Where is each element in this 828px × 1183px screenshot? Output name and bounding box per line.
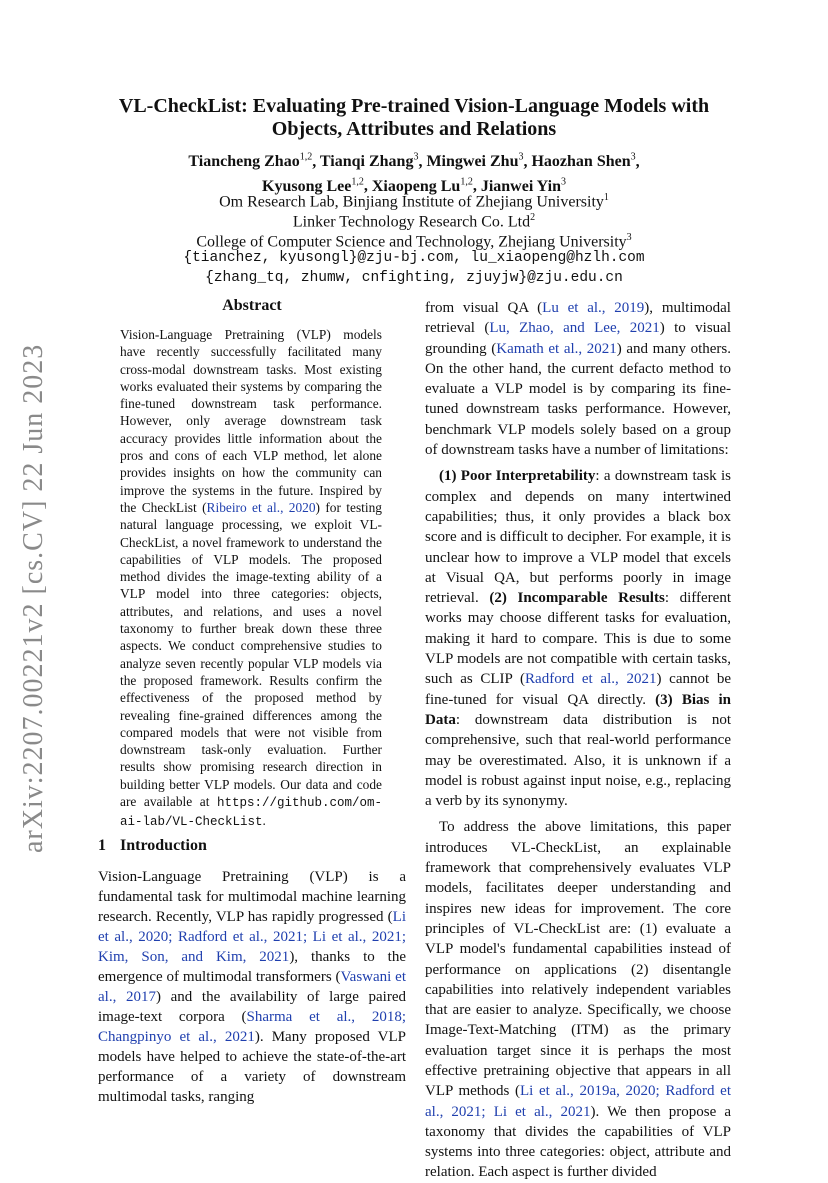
paper-title <box>98 95 730 141</box>
intro-paragraph: Vision-Language Pretraining (VLP) is a fundamental task for multimodal machine learning research. Recently, VLP has rapidly progressed (Li et al., 2020; Radford et al., 2021; Li et al., 2021; Kim, Son, and Kim, 2021), thanks to the emergence of multimodal transformers (Vaswani et al., 2017) and the availability of large paired image-text corpora (Sharma et al., 2018; Changpinyo et al., 2021). Many proposed VLP models have helped to achieve the state-of-the-art performance of a variety of downstream multimodal tasks, ranging <box>98 869 407 1105</box>
author: Mingwei Zhu$^3$ <box>426 152 524 171</box>
citation-link[interactable]: Sharma et al., 2018; Changpinyo et al., 2021 <box>98 1009 406 1045</box>
email-line: {tianchez, kyusongl}@zju-bj.com, lu_xiaopeng@hzlh.com <box>183 250 645 266</box>
section-number: 1 <box>98 837 106 854</box>
section-title: Introduction <box>120 837 207 854</box>
arxiv-identifier: arXiv:2207.00221v2 [cs.CV] 22 Jun 2023 <box>18 343 49 853</box>
citation-link[interactable]: Li et al., 2020; Radford et al., 2021; Li et al., 2021; Kim, Son, and Kim, 2021 <box>98 909 406 965</box>
author: Tiancheng Zhao$^{1,2}$ <box>188 152 313 171</box>
citation-link[interactable]: Kamath et al., 2021 <box>496 340 617 357</box>
code-url-link[interactable]: https://github.com/om-ai-lab/VL-CheckList <box>120 796 382 830</box>
title-line-1: VL-CheckList: Evaluating Pre-trained Vision-Language Models with <box>118 95 710 117</box>
paragraph: To address the above limitations, this paper introduces VL-CheckList, an explainable framework that comprehensively evaluates VLP models, facilitates deeper understanding and inspires new ideas for improvement. The core principles of VL-CheckList are: (1) evaluate a VLP model's fundamental capabilities instead of performance on applications (2) disentangle capabilities into relatively independent variables that are easier to analyze. Specifically, we choose Image-Text-Matching (ITM) as the primary evaluation target since it is perhaps the most effective pretraining objective that appears in all VLP methods (Li et al., 2019a, 2020; Radford et al., 2021; Li et al., 2021). We then propose a taxonomy that divides the capabilities of VLP systems into three categories: object, attribute and relation. Each aspect is further divided <box>425 819 732 1181</box>
affiliation: Linker Technology Research Co. Ltd$^2$ <box>292 212 536 231</box>
right-column <box>425 298 731 1183</box>
title-line-2: Objects, Attributes and Relations <box>271 118 557 140</box>
paragraph: from visual QA (Lu et al., 2019), multimodal retrieval (Lu, Zhao, and Lee, 2021) to visual grounding (Kamath et al., 2021) and many others. On the other hand, the current defacto method to evaluate a VLP model is by comparing its fine-tuned downstream tasks performance. However, benchmark VLP models solely based on a group of downstream tasks have a number of limitations: <box>425 300 731 459</box>
author-list: Tiancheng Zhao$^{1,2}$, Tianqi Zhang$^3$, Mingwei Zhu$^3$, Haozhan Shen$^3$, Kyusong Lee$^{1,2}$, Xiaopeng Lu$^{1,2}$, Jianwei Yin$^3$ <box>188 152 640 195</box>
citation-link[interactable]: Lu et al., 2019 <box>542 300 645 316</box>
email-line: {zhang_tq, zhumw, cnfighting, zjuyjw}@zju.edu.cn <box>205 270 623 286</box>
author: Kyusong Lee$^{1,2}$ <box>262 176 364 195</box>
affiliation: Om Research Lab, Binjiang Institute of Zhejiang University$^1$ <box>219 192 609 211</box>
affiliation: College of Computer Science and Technology, Zhejiang University$^3$ <box>196 232 632 251</box>
citation-link[interactable]: Li et al., 2019a, 2020; Radford et al., 2021; Li et al., 2021 <box>425 1083 731 1120</box>
author: Tianqi Zhang$^3$ <box>319 152 419 171</box>
citation-link[interactable]: Radford et al., 2021 <box>525 671 657 688</box>
section-heading <box>98 837 221 855</box>
abstract-heading: Abstract <box>222 297 282 314</box>
author: Jianwei Yin$^3$ <box>480 176 566 195</box>
author: Haozhan Shen$^3$ <box>531 152 636 171</box>
citation-link[interactable]: Lu, Zhao, and Lee, 2021 <box>489 320 660 337</box>
paragraph: (1) Poor Interpretability: a downstream task is complex and depends on many intertwined capabilities; thus, it only provides a black box score and is difficult to decipher. For example, it is unclear how to improve a VLP model that excels at Visual QA, but performs poorly in image retrieval. (2) Incomparable Results: different works may choose different tasks for evaluation, making it hard to compare. This is due to some VLP models are not compatible with certain tasks, such as CLIP (Radford et al., 2021) cannot be fine-tuned for visual QA directly. (3) Bias in Data: downstream data distribution is not comprehensive, such that real-world performance may be overestimated. Also, it is unknown if a model is robust against input noise, e.g., replacing a verb by its synonymy. <box>425 468 732 810</box>
citation-link[interactable]: Vaswani et al., 2017 <box>98 969 407 1005</box>
abstract-body: Vision-Language Pretraining (VLP) models have recently successfully facilitated many cross-modal downstream tasks. Most existing works evaluated their systems by comparing the fine-tuned downstream task performance. However, only average downstream task accuracy provides little information about the pros and cons of each VLP method, let alone provides insights on how the community can improve the systems in the future. Inspired by the CheckList (Ribeiro et al., 2020) for testing natural language processing, we exploit VL-CheckList, a novel framework to understand the capabilities of VLP models. The proposed method divides the image-texting ability of a VLP model into three categories: objects, attributes, and relations, and uses a novel taxonomy to further break down these three aspects. We conduct comprehensive studies to analyze seven recently popular VLP models via the proposed framework. Results confirm the effectiveness of the proposed method by revealing fine-grained differences among the compared models that were not visible from downstream task-only evaluation. Further results show promising research direction in building better VLP models. Our data and code are available at https://github.com/om-ai-lab/VL-CheckList. <box>120 327 383 830</box>
citation-link[interactable]: Ribeiro et al., 2020 <box>206 499 316 515</box>
author: Xiaopeng Lu$^{1,2}$ <box>371 176 473 195</box>
